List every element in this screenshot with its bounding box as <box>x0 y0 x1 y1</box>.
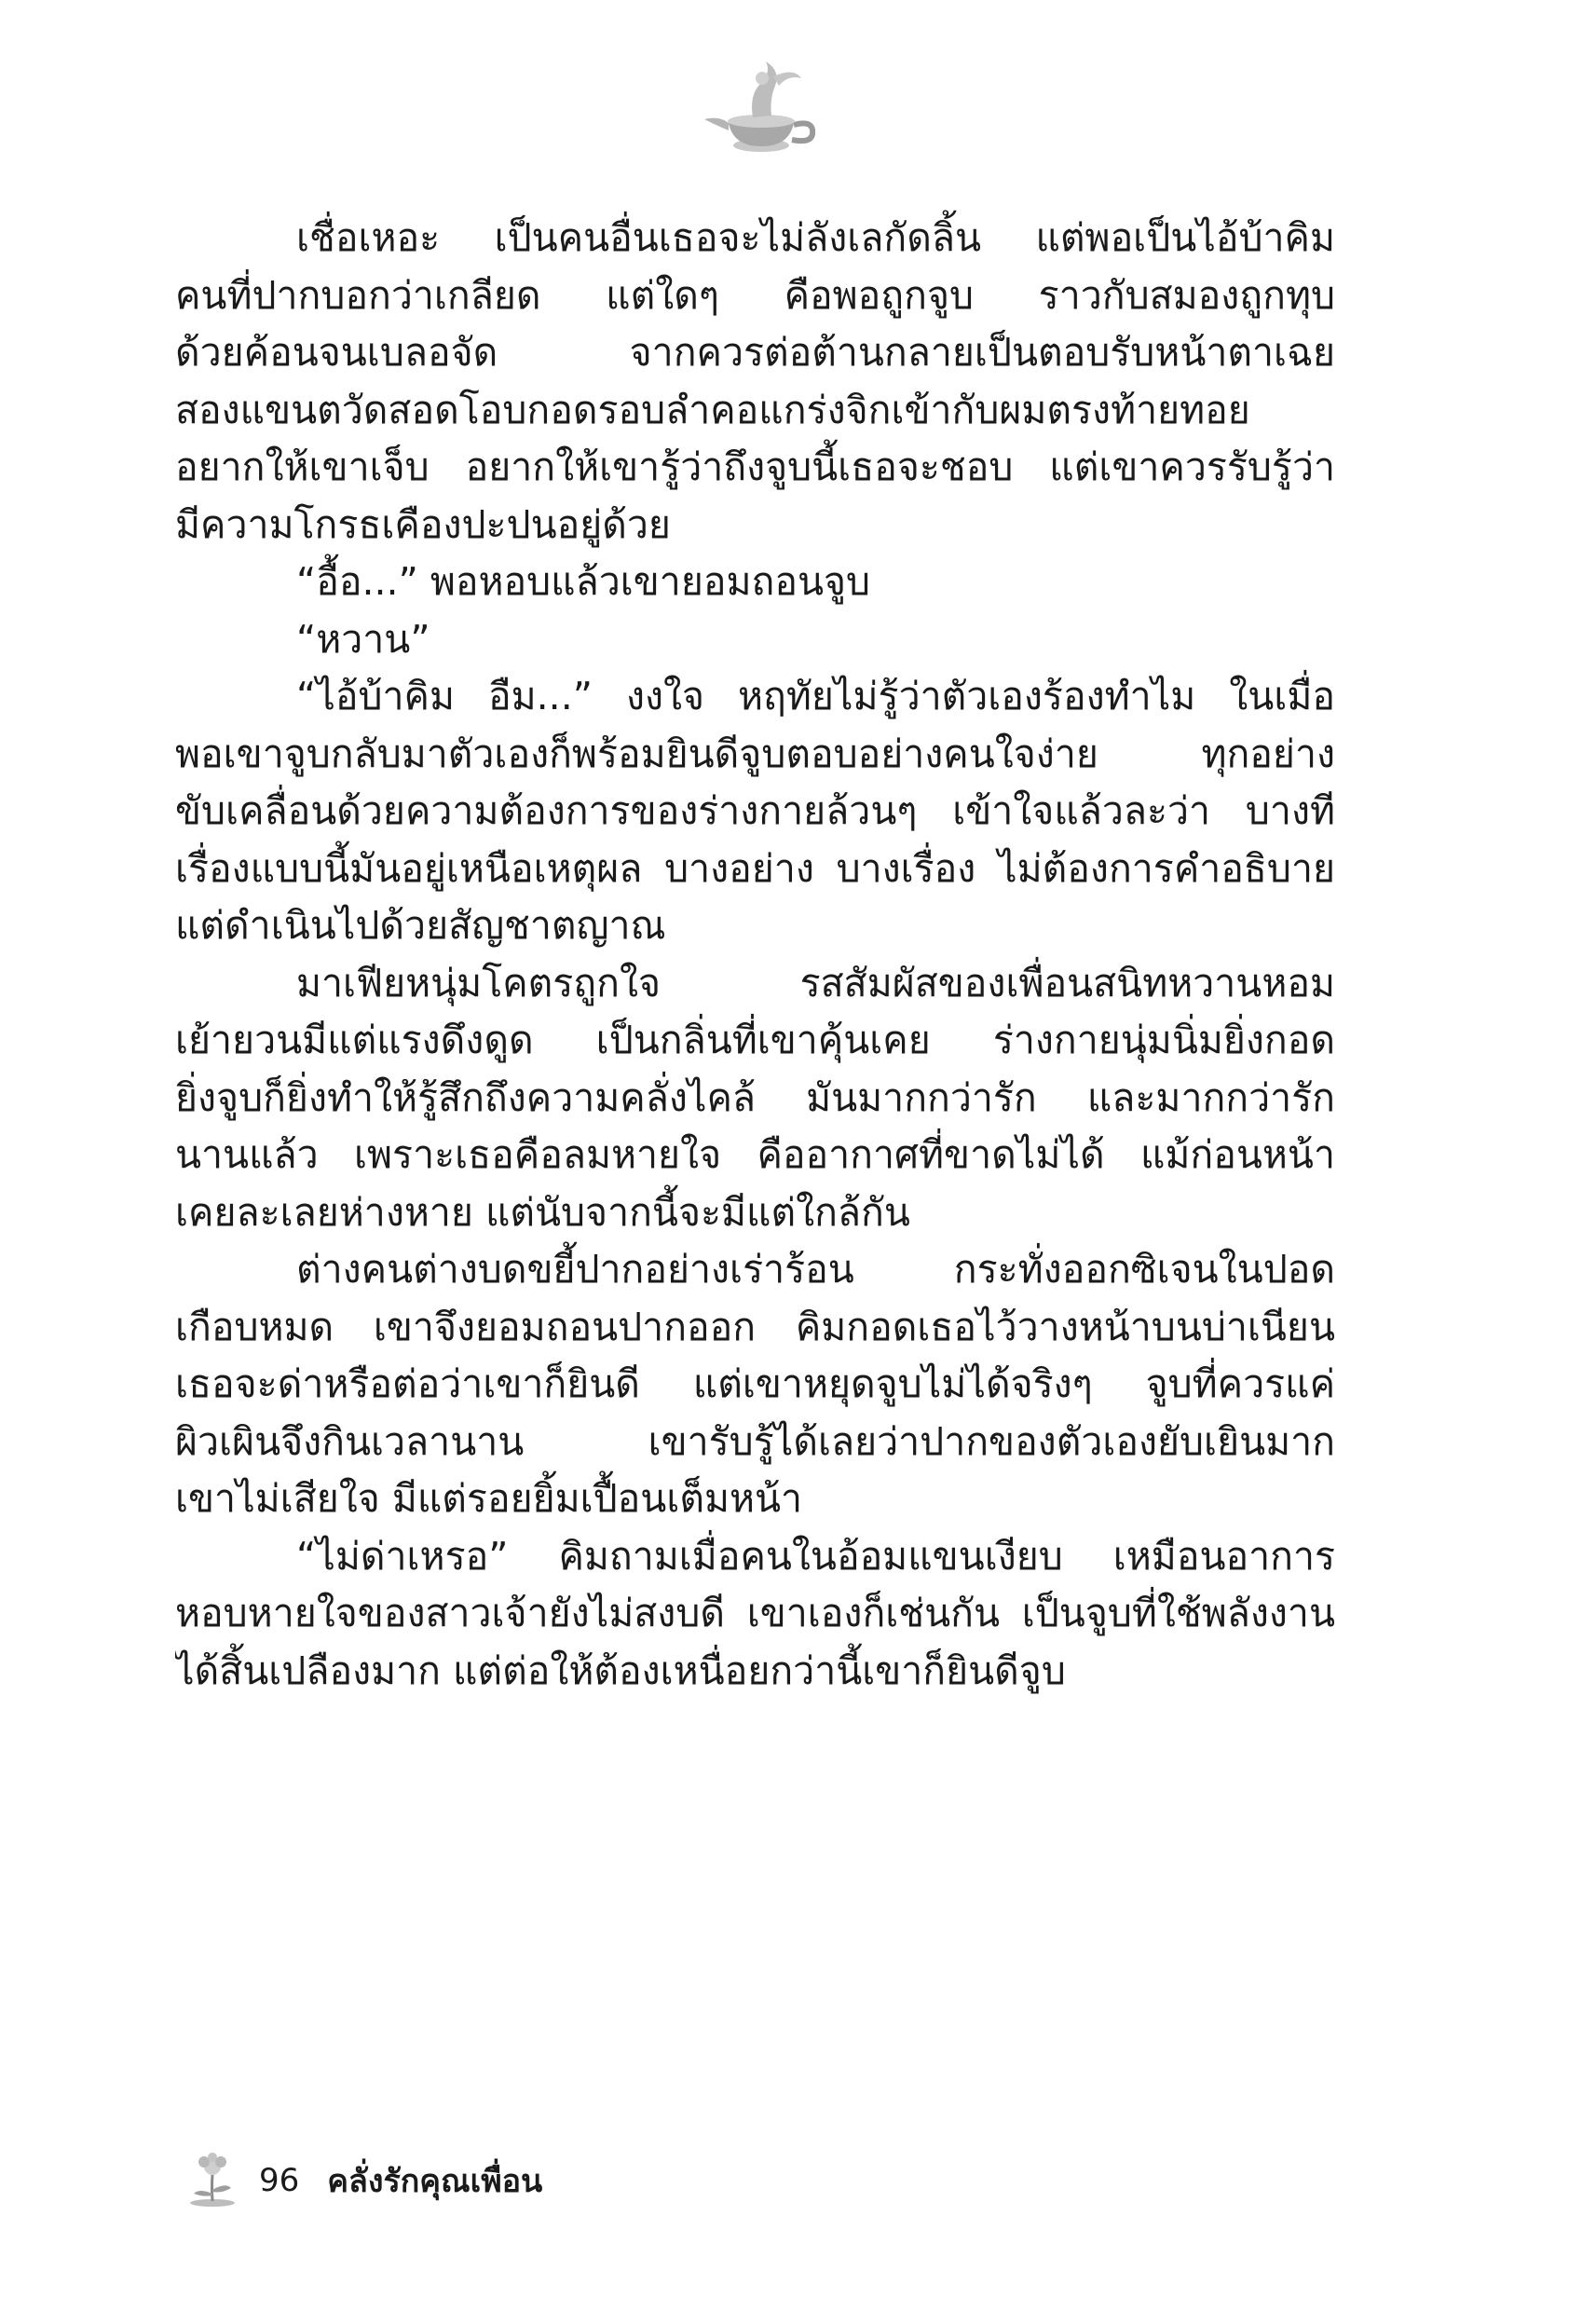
text-line: อยากให้เขาเจ็บ อยากให้เขารู้ว่าถึงจูบนี้เธอจะชอบ แต่เขาควรรับรู้ว่า <box>175 444 1335 489</box>
text-line: ยิ่งจูบก็ยิ่งทำให้รู้สึกถึงความคลั่งไคล้ มันมากกว่ารัก และมากกว่ารัก <box>175 1074 1335 1120</box>
text-line: สองแขนตวัดสอดโอบกอดรอบลำคอแกร่งจิกเข้ากับผมตรงท้ายทอย <box>175 387 1250 432</box>
text-line: นานแล้ว เพราะเธอคือลมหายใจ คืออากาศที่ขาดไม่ได้ แม้ก่อนหน้า <box>175 1132 1335 1177</box>
text-line: แต่ดำเนินไปด้วยสัญชาตญาณ <box>175 903 666 948</box>
text-line: ผิวเผินจึงกินเวลานาน เขารับรู้ได้เลยว่าปากของตัวเองยับเยินมาก <box>175 1418 1335 1464</box>
text-line: เย้ายวนมีแต่แรงดึงดูด เป็นกลิ่นที่เขาคุ้นเคย ร่างกายนุ่มนิ่มยิ่งกอด <box>175 1018 1335 1062</box>
paragraph <box>175 554 1335 611</box>
text-line: “อื้อ...” พอหอบแล้วเขายอมถอนจูบ <box>296 559 871 604</box>
genie-lamp-ornament-icon <box>691 58 831 160</box>
text-line: พอเขาจูบกลับมาตัวเองก็พร้อมยินดีจูบตอบอย่างคนใจง่าย ทุกอย่าง <box>175 731 1335 776</box>
text-line: ขับเคลื่อนด้วยความต้องการของร่างกายล้วนๆ เข้าใจแล้วละว่า บางที <box>175 788 1335 833</box>
paragraph <box>175 1241 1335 1528</box>
body-text <box>175 210 1335 1700</box>
page-footer <box>186 2153 542 2208</box>
text-line: ด้วยค้อนจนเบลอจัด จากควรต่อต้านกลายเป็นตอบรับหน้าตาเฉย <box>175 330 1335 375</box>
text-line: “หวาน” <box>296 616 430 662</box>
text-line: เขาไม่เสียใจ มีแต่รอยยิ้มเปื้อนเต็มหน้า <box>175 1476 803 1521</box>
text-line: มาเฟียหนุ่มโคตรถูกใจ รสสัมผัสของเพื่อนสนิทหวานหอม <box>296 960 1335 1005</box>
text-line: เชื่อเหอะ เป็นคนอื่นเธอจะไม่ลังเลกัดลิ้น แต่พอเป็นไอ้บ้าคิม <box>296 215 1335 260</box>
text-line: “ไม่ด่าเหรอ” คิมถามเมื่อคนในอ้อมแขนเงียบ เหมือนอาการ <box>296 1533 1335 1579</box>
text-line: “ไอ้บ้าคิม อืม...” งงใจ หฤทัยไม่รู้ว่าตัวเองร้องทำไม ในเมื่อ <box>296 674 1335 718</box>
paragraph <box>175 611 1335 669</box>
text-line: เรื่องแบบนี้มันอยู่เหนือเหตุผล บางอย่าง บางเรื่อง ไม่ต้องการคำอธิบาย <box>175 845 1335 891</box>
text-line: เกือบหมด เขาจึงยอมถอนปากออก คิมกอดเธอไว้วางหน้าบนบ่าเนียน <box>175 1304 1335 1349</box>
text-line: มีความโกรธเคืองปะปนอยู่ด้วย <box>175 501 671 547</box>
flower-ornament-icon <box>186 2153 239 2208</box>
text-line: หอบหายใจของสาวเจ้ายังไม่สงบดี เขาเองก็เช่นกัน เป็นจูบที่ใช้พลังงาน <box>175 1591 1335 1635</box>
paragraph <box>175 1528 1335 1701</box>
text-line: ได้สิ้นเปลืองมาก แต่ต่อให้ต้องเหนื่อยกว่านี้เขาก็ยินดีจูบ <box>175 1648 1066 1693</box>
text-line: คนที่ปากบอกว่าเกลียด แต่ใดๆ คือพอถูกจูบ ราวกับสมองถูกทุบ <box>175 272 1335 318</box>
text-line: เคยละเลยห่างหาย แต่นับจากนี้จะมีแต่ใกล้กัน <box>175 1189 910 1235</box>
text-line: ต่างคนต่างบดขยี้ปากอย่างเร่าร้อน กระทั่งออกซิเจนในปอด <box>296 1247 1335 1292</box>
paragraph <box>175 955 1335 1242</box>
paragraph <box>175 210 1335 554</box>
text-line: เธอจะด่าหรือต่อว่าเขาก็ยินดี แต่เขาหยุดจูบไม่ได้จริงๆ จูบที่ควรแค่ <box>175 1361 1335 1406</box>
book-title: คลั่งรักคุณเพื่อน <box>327 2163 543 2200</box>
page-number: 96 <box>259 2162 300 2199</box>
paragraph <box>175 668 1335 955</box>
